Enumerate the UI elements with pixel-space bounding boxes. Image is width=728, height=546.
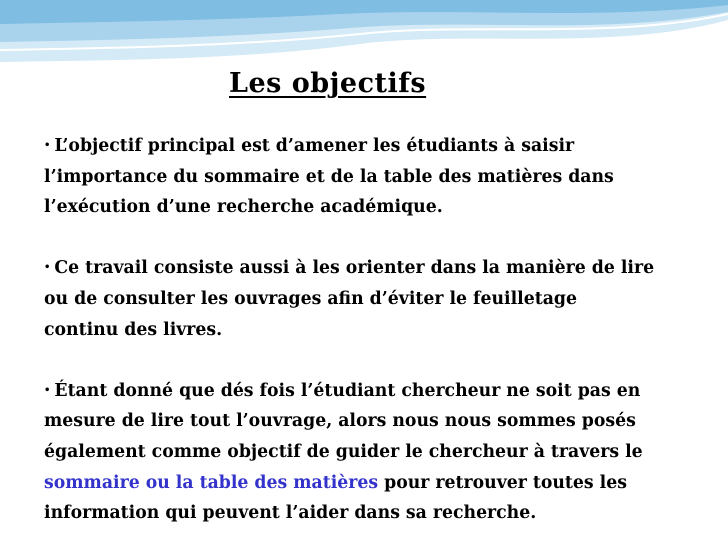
text: pour retrouver toutes les	[378, 472, 627, 493]
paragraph2-line1	[44, 253, 720, 284]
paragraph1-line2: l’importance du sommaire et de la table des matières dans	[44, 166, 614, 187]
paragraph1-line1	[44, 131, 720, 162]
bullet-icon: •	[44, 384, 51, 396]
paragraph-gap	[44, 345, 720, 376]
highlight-text: sommaire ou la table des matières	[44, 472, 379, 493]
bullet-icon: •	[44, 262, 51, 274]
paragraph-gap	[44, 223, 720, 254]
paragraph3-line2: mesure de lire tout l’ouvrage, alors nous nous sommes posés	[44, 411, 636, 432]
text: Étant donné que dés fois l’étudiant chercheur ne soit pas en	[54, 380, 641, 401]
paragraph3-line3: également comme objectif de guider le chercheur à travers le	[44, 441, 643, 462]
paragraph3-line1	[44, 376, 720, 407]
text: L’objectif principal est d’amener les étudiants à saisir	[54, 136, 575, 156]
slide-title: Les objectifs	[229, 68, 427, 99]
paragraph3-line5: information qui peuvent l’aider dans sa recherche.	[44, 503, 537, 524]
paragraph2-line3: continu des livres.	[44, 319, 223, 340]
paragraph2-line2: ou de consulter les ouvrages afin d’éviter le feuilletage	[44, 288, 577, 309]
text: Ce travail consiste aussi à les orienter dans la manière de lire	[54, 258, 655, 279]
slide-body	[44, 131, 720, 529]
paragraph3-line4	[44, 468, 720, 499]
bullet-icon: •	[44, 140, 51, 151]
paragraph1-line3: l’exécution d’une recherche académique.	[44, 197, 443, 218]
